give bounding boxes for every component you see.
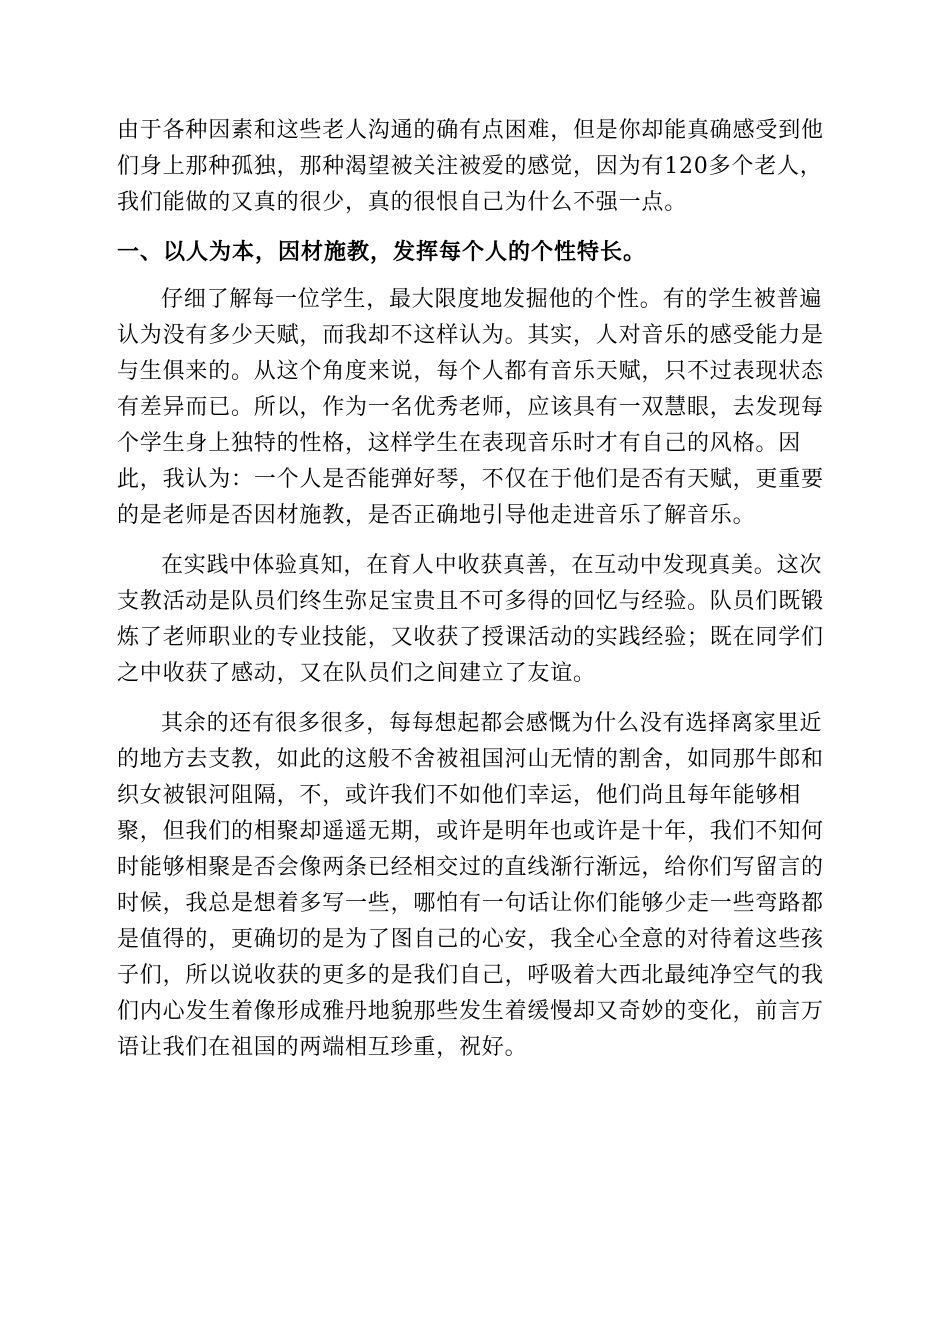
paragraph-elderly-visit: 由于各种因素和这些老人沟通的确有点困难，但是你却能真确感受到他们身上那种孤独，那种渴望被关注被爱的感觉，因为有120多个老人，我们能做的又真的很少，真的很恨自己为什么不强一点。 bbox=[117, 118, 824, 215]
paragraph-practice-experience: 在实践中体验真知，在育人中收获真善，在互动中发现真美。这次支教活动是队员们终生弥足宝贵且不可多得的回忆与经验。队员们既锻炼了老师职业的专业技能，又收获了授课活动的实践经验；既在同学们之中收获了感动，又在队员们之间建立了友谊。 bbox=[117, 553, 824, 686]
paragraph-farewell: 其余的还有很多很多，每每想起都会感慨为什么没有选择离家里近的地方去支教，如此的这般不舍被祖国河山无情的割舍，如同那牛郎和织女被银河阻隔，不，或许我们不如他们幸运，他们尚且每年能够相聚，但我们的相聚却遥遥无期，或许是明年也或许是十年，我们不知何时能够相聚是否会像两条已经相交过的直线渐行渐远，给你们写留言的时候，我总是想着多写一些，哪怕有一句话让你们能够少走一些弯路都是值得的，更确切的是为了图自己的心安，我全心全意的对待着这些孩子们，所以说收获的更多的是我们自己，呼吸着大西北最纯净空气的我们内心发生着像形成雅丹地貌那些发生着缓慢却又奇妙的变化，前言万语让我们在祖国的两端相互珍重，祝好。 bbox=[117, 711, 824, 1060]
section-heading: 一、以人为本，因材施教，发挥每个人的个性特长。 bbox=[117, 239, 647, 265]
document-page bbox=[117, 113, 833, 1080]
paragraph-teaching-individuality: 仔细了解每一位学生，最大限度地发掘他的个性。有的学生被普遍认为没有多少天赋，而我却不这样认为。其实，人对音乐的感受能力是与生俱来的。从这个角度来说，每个人都有音乐天赋，只不过表现状态有差异而已。所以，作为一名优秀老师，应该具有一双慧眼，去发现每个学生身上独特的性格，这样学生在表现音乐时才有自己的风格。因此，我认为：一个人是否能弹好琴，不仅在于他们是否有天赋，更重要的是老师是否因材施教，是否正确地引导他走进音乐了解音乐。 bbox=[117, 287, 824, 528]
